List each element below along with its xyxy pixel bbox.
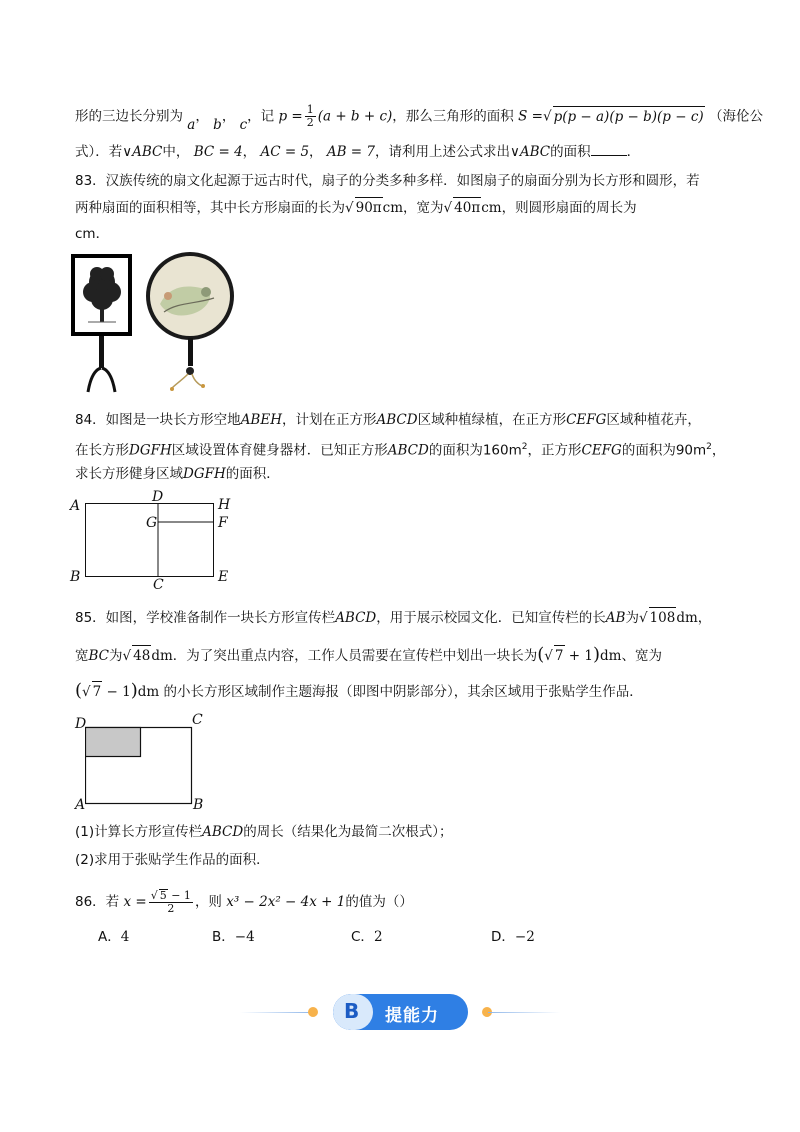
option-d[interactable]: D．−2 (491, 929, 535, 945)
banner-line-left (240, 1012, 312, 1013)
q83-line3: cm． (75, 226, 110, 242)
option-a[interactable]: A．4 (98, 929, 130, 945)
q85-line2: 宽BC为√ 48dm．为了突出重点内容，工作人员需要在宣传栏中划出一块长为(√ 7 + 1)dm、宽为 (75, 644, 662, 665)
label-C: C (153, 577, 164, 593)
label-A: A (70, 498, 81, 514)
label-E: E (218, 569, 229, 585)
label-A: A (75, 797, 86, 813)
label-G: G (146, 515, 158, 531)
poster-shaded-area (86, 728, 141, 757)
label-D: D (75, 716, 87, 732)
answer-blank (591, 141, 627, 156)
q85-sub2: (2)求用于张贴学生作品的面积． (75, 852, 270, 868)
rectangular-fan-image (73, 256, 130, 392)
triangle-abc: ∨ABC (122, 144, 163, 160)
heron-radicand: p(p − a)(p − b)(p − c) (553, 106, 705, 127)
var-c: c (239, 116, 248, 133)
q85-sub1: (1)计算长方形宣传栏ABCD的周长（结果化为最简二次根式）； (75, 824, 453, 840)
label-H: H (218, 497, 231, 513)
q82-line2: 式）．若∨ABC中， BC = 4， AC = 5， AB = 7，请利用上述公式求出∨ABC的面积 ． (75, 141, 640, 162)
var-a: a (187, 116, 196, 133)
banner-line-right (488, 1012, 560, 1013)
q84-line2: 在长方形DGFH区域设置体育健身器材．已知正方形ABCD的面积为$160m^2$，正方形CEFG的面积为$90m^2$， (75, 442, 726, 459)
x-fraction: $\frac{√ 5 - 1}{2}$ (150, 889, 191, 915)
banner-dot-left (308, 1007, 318, 1017)
q84-line1: 84．如图是一块长方形空地ABEH，计划在正方形ABCD区域种植绿植，在正方形CEFG区域种植花卉， (75, 412, 701, 428)
label-B: B (193, 797, 204, 813)
q85-line1: 85．如图，学校准备制作一块长方形宣传栏ABCD，用于展示校园文化．已知宣传栏的长AB为√ 108dm， (75, 607, 711, 628)
label-F: F (218, 515, 228, 531)
s-formula: S = (518, 108, 543, 125)
round-fan-image (148, 254, 232, 391)
option-c[interactable]: C．2 (351, 929, 383, 945)
banner-pill (333, 994, 468, 1030)
q86-line1: 86．若 x = $\frac{√ 5 - 1}{2}$ ，则 x³ − 2x² − 4x + 1的值为（） (75, 889, 413, 915)
option-b[interactable]: B．−4 (212, 929, 255, 945)
q83-line1: 83．汉族传统的扇文化起源于远古时代，扇子的分类多种多样．如图扇子的扇面分别为长方形和圆形，若 (75, 173, 700, 189)
half-fraction: $\frac{1}{2}$ (306, 103, 314, 129)
q85-line3: (√ 7 − 1)dm 的小长方形区域制作主题海报（即图中阴影部分），其余区域用于张贴学生作品． (75, 680, 643, 701)
q83-line2: 两种扇面的面积相等，其中长方形扇面的长为√ 90πcm，宽为√ 40πcm，则圆形扇面的周长为 (75, 197, 637, 218)
p-formula: p = (278, 108, 303, 125)
cubic-expression: x³ − 2x² − 4x + 1 (226, 894, 346, 910)
q84-line3: 求长方形健身区域DGFH的面积． (75, 466, 280, 482)
q85-board-figure (85, 725, 195, 805)
var-b: b (213, 116, 222, 133)
section-banner (240, 992, 560, 1032)
section-title: 提能力 (385, 1006, 439, 1026)
label-D: D (152, 489, 164, 505)
q82-line1: 形的三边长分别为 a， b， c，记 p = $\frac{1}{2}$ (a + b + c)，那么三角形的面积 S =√ p(p − a)(p − b)(p − c) （海伦公 (75, 103, 763, 133)
fan-illustrations (68, 252, 248, 400)
label-C: C (192, 712, 203, 728)
label-B: B (70, 569, 81, 585)
badge-letter: B (344, 999, 360, 1023)
